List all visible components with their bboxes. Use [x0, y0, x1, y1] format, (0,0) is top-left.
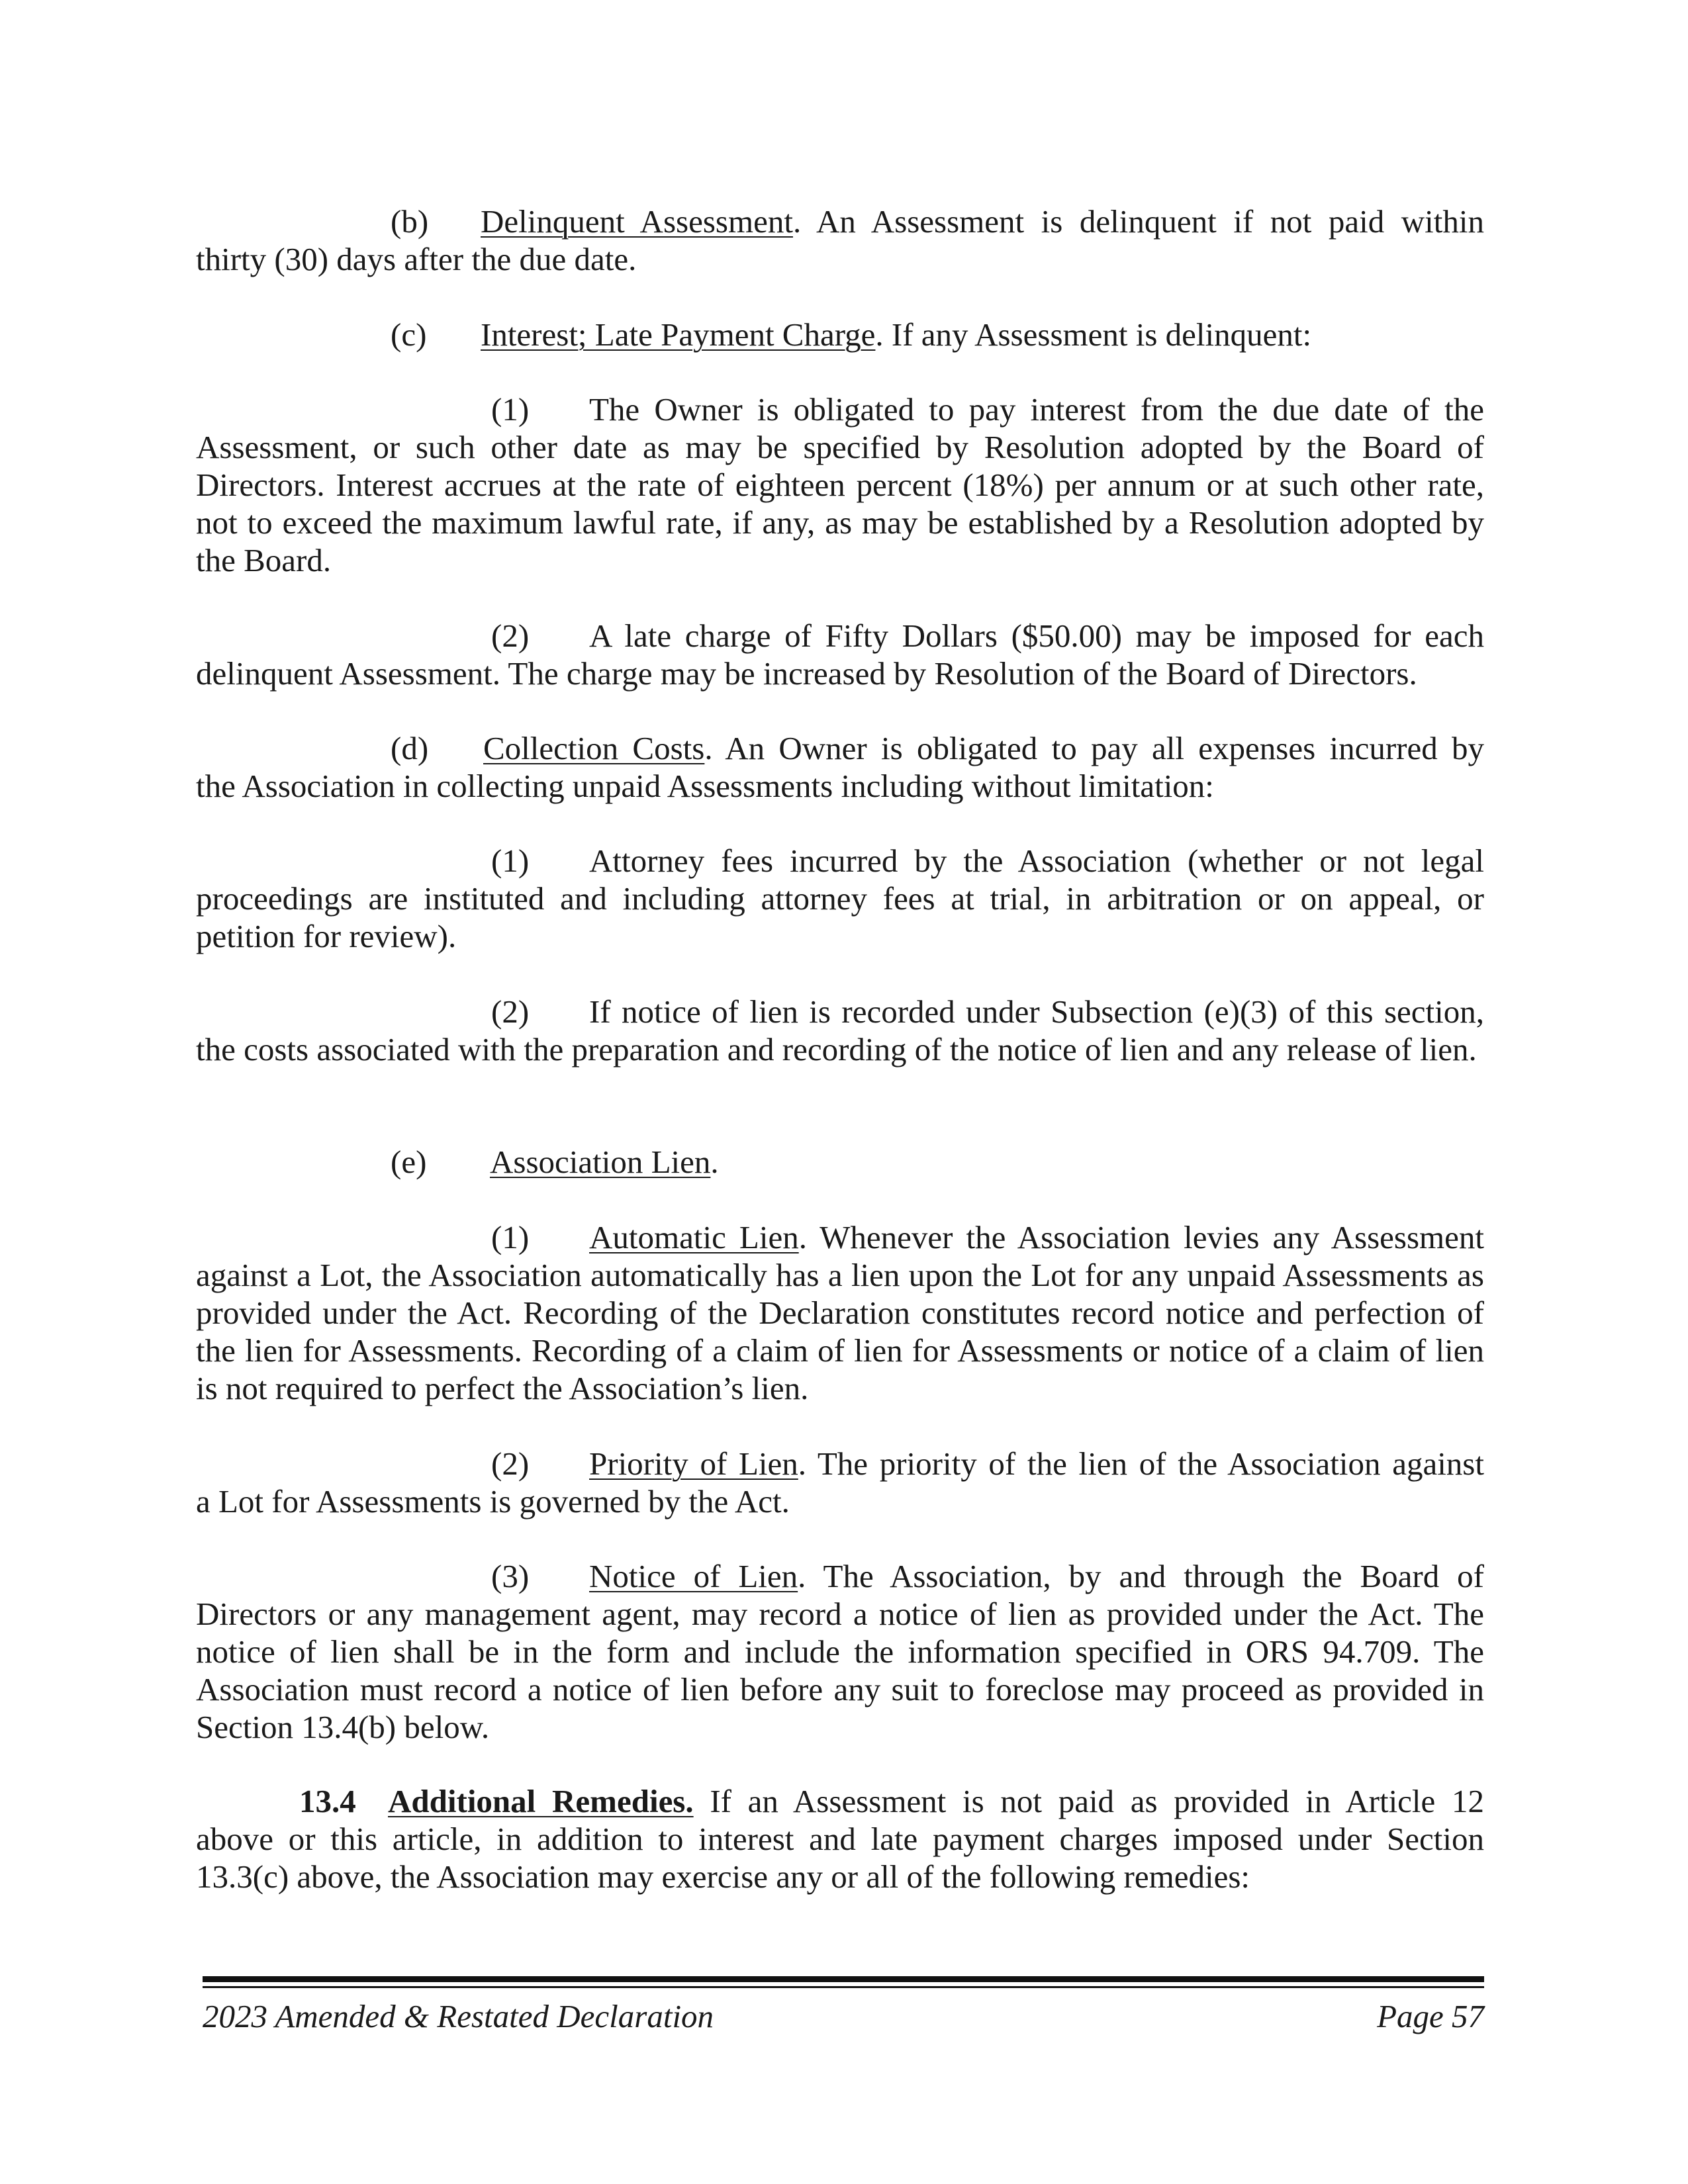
paragraph-e3-text: . The Association, by and through the Board of	[798, 1558, 1484, 1594]
footer-document-title: 2023 Amended & Restated Declaration	[203, 1998, 714, 2034]
paragraph-d1-number: (1)	[491, 842, 530, 879]
footer-rule-thin	[203, 1986, 1484, 1988]
paragraph-e2-number: (2)	[491, 1445, 530, 1482]
paragraph-e3-title: Notice of Lien	[589, 1558, 798, 1594]
paragraph-e3-first-line	[196, 1557, 1484, 1595]
paragraph-e-text: .	[710, 1144, 719, 1180]
paragraph-c1-number: (1)	[491, 391, 530, 428]
paragraph-d1-first: Attorney fees incurred by the Association (whether or not legal	[589, 842, 1484, 879]
paragraph-e2	[196, 1445, 1484, 1520]
paragraph-b-text: . An Assessment is delinquent if not paid within	[792, 203, 1484, 240]
paragraph-c-title: Interest; Late Payment Charge	[481, 316, 876, 353]
section-13-4-number: 13.4	[299, 1783, 356, 1819]
paragraph-e1-title: Automatic Lien	[589, 1219, 799, 1255]
paragraph-d-text: . An Owner is obligated to pay all expenses incurred by	[704, 730, 1484, 766]
paragraph-d2-first-line	[196, 993, 1484, 1030]
paragraph-c1-first-line	[196, 390, 1484, 428]
paragraph-d-first-line	[196, 729, 1484, 767]
paragraph-e3	[196, 1557, 1484, 1746]
paragraph-b-title: Delinquent Assessment	[481, 203, 793, 240]
paragraph-d-title: Collection Costs	[483, 730, 705, 766]
paragraph-e1-number: (1)	[491, 1219, 530, 1255]
section-13-4-title: Additional Remedies.	[388, 1783, 694, 1819]
paragraph-e2-rest: a Lot for Assessments is governed by the Act.	[196, 1483, 790, 1520]
paragraph-e-title: Association Lien	[490, 1144, 711, 1180]
paragraph-d2-rest: the costs associated with the preparation and recording of the notice of lien and any release of lien.	[196, 1031, 1477, 1068]
footer-page-number: Page 57	[1377, 1998, 1484, 2034]
section-13-4-rest: above or this article, in addition to interest and late payment charges imposed under Section 13.3(c) above, the Association may exercise any or all of the following remedies:	[196, 1821, 1484, 1895]
paragraph-e2-text: . The priority of the lien of the Association against	[798, 1445, 1484, 1482]
paragraph-d1-first-line	[196, 842, 1484, 880]
paragraph-c	[196, 316, 1484, 353]
paragraph-e3-number: (3)	[491, 1558, 530, 1594]
paragraph-b-first-line	[196, 203, 1484, 240]
paragraph-e3-rest: Directors or any management agent, may record a notice of lien as provided under the Act. The notice of lien shall be in the form and include the information specified in ORS 94.709. The Association must record a notice of lien before any suit to foreclose may proceed as provided in Section 13.4(b) below.	[196, 1596, 1484, 1745]
paragraph-d	[196, 729, 1484, 805]
paragraph-e	[196, 1143, 1484, 1181]
paragraph-e1-first-line	[196, 1218, 1484, 1256]
paragraph-d1	[196, 842, 1484, 955]
paragraph-c1-rest: Assessment, or such other date as may be specified by Resolution adopted by the Board of Directors. Interest accrues at the rate of eighteen percent (18%) per annum or at such other rate, not to exceed the maximum lawful rate, if any, as may be established by a Resolution adopted by the Board.	[196, 429, 1484, 578]
paragraph-e-number: (e)	[391, 1144, 427, 1180]
paragraph-c2-rest: delinquent Assessment. The charge may be increased by Resolution of the Board of Directors.	[196, 655, 1417, 692]
paragraph-e2-first-line	[196, 1445, 1484, 1482]
paragraph-c2-first: A late charge of Fifty Dollars ($50.00) may be imposed for each	[589, 617, 1484, 654]
paragraph-d2	[196, 993, 1484, 1068]
paragraph-b-number: (b)	[391, 203, 429, 240]
paragraph-c-number: (c)	[391, 316, 427, 353]
paragraph-d-number: (d)	[391, 730, 429, 766]
paragraph-b-rest: thirty (30) days after the due date.	[196, 241, 637, 277]
paragraph-c1-first: The Owner is obligated to pay interest from the due date of the	[589, 391, 1484, 428]
paragraph-d-rest: the Association in collecting unpaid Assessments including without limitation:	[196, 768, 1214, 804]
paragraph-b	[196, 203, 1484, 278]
paragraph-d2-number: (2)	[491, 993, 530, 1030]
section-13-4	[196, 1782, 1484, 1895]
section-13-4-first-line	[196, 1782, 1484, 1820]
paragraph-e1	[196, 1218, 1484, 1407]
paragraph-e-line	[196, 1144, 719, 1180]
paragraph-d1-rest: proceedings are instituted and including attorney fees at trial, in arbitration or on appeal, or petition for review).	[196, 880, 1484, 954]
footer-rule-thick	[203, 1976, 1484, 1982]
paragraph-c2-first-line	[196, 617, 1484, 655]
paragraph-c2	[196, 617, 1484, 692]
paragraph-e1-rest: against a Lot, the Association automatically has a lien upon the Lot for any unpaid Assessments as provided under the Act. Recording of the Declaration constitutes record notice and perfection of the lien for Assessments. Recording of a claim of lien for Assessments or notice of a claim of lien is not required to perfect the Association’s lien.	[196, 1257, 1484, 1406]
paragraph-c2-number: (2)	[491, 617, 530, 654]
section-13-4-text: If an Assessment is not paid as provided in Article 12	[693, 1783, 1484, 1819]
paragraph-c1	[196, 390, 1484, 579]
paragraph-d2-first: If notice of lien is recorded under Subsection (e)(3) of this section,	[589, 993, 1484, 1030]
paragraph-c-line	[196, 316, 1311, 353]
paragraph-e1-text: . Whenever the Association levies any Assessment	[798, 1219, 1484, 1255]
paragraph-e2-title: Priority of Lien	[589, 1445, 798, 1482]
paragraph-c-text: . If any Assessment is delinquent:	[875, 316, 1312, 353]
